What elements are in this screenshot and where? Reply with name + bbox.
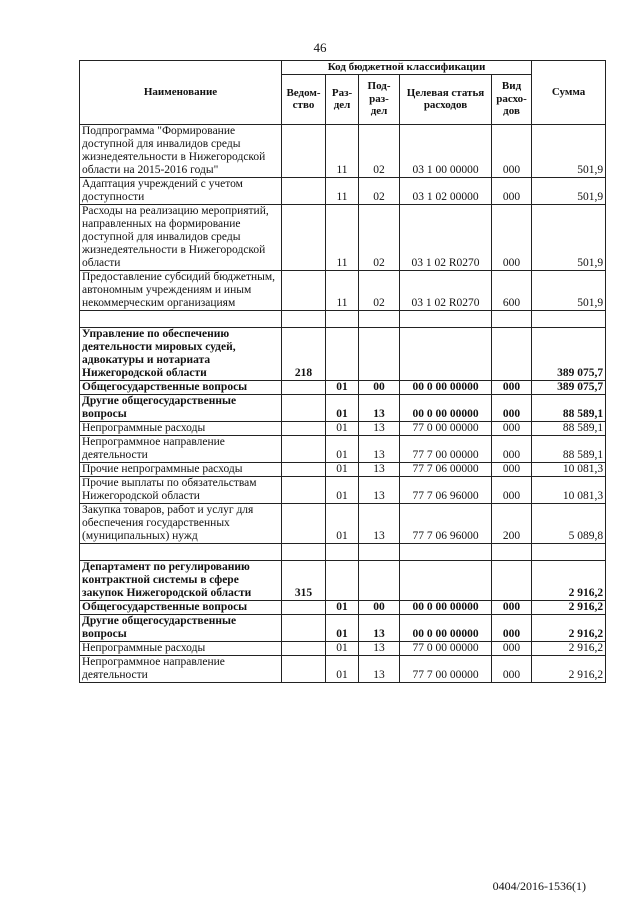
row-sum: 2 916,2 <box>532 600 606 614</box>
row-target-article <box>400 327 492 380</box>
row-podrazdel: 02 <box>359 177 400 204</box>
row-expense-type: 000 <box>492 462 532 476</box>
row-expense-type: 000 <box>492 421 532 435</box>
row-expense-type: 000 <box>492 614 532 641</box>
row-name: Закупка товаров, работ и услуг для обеспечения государственных (муниципальных) нужд <box>80 503 282 543</box>
row-expense-type: 000 <box>492 177 532 204</box>
spacer-row <box>80 310 606 327</box>
document-code: 0404/2016-1536(1) <box>492 879 586 893</box>
row-ved <box>282 124 326 177</box>
row-ved <box>282 462 326 476</box>
row-expense-type: 000 <box>492 394 532 421</box>
row-target-article: 77 7 06 96000 <box>400 476 492 503</box>
row-razdel: 01 <box>326 435 359 462</box>
row-name: Подпрограмма "Формирование доступной для инвалидов среды жизнедеятельности в Нижегородской области на 2015-2016 годы" <box>80 124 282 177</box>
row-name: Предоставление субсидий бюджетным, автономным учреждениям и иным некоммерческим организациям <box>80 270 282 310</box>
row-ved <box>282 177 326 204</box>
spacer-row <box>80 543 606 560</box>
header-sum: Сумма <box>532 61 606 125</box>
header-name: Наименование <box>80 61 282 125</box>
table-row <box>80 380 606 394</box>
row-expense-type: 000 <box>492 641 532 655</box>
row-razdel: 11 <box>326 177 359 204</box>
row-expense-type: 000 <box>492 600 532 614</box>
table-row <box>80 327 606 380</box>
row-target-article: 00 0 00 00000 <box>400 600 492 614</box>
row-razdel: 01 <box>326 655 359 682</box>
row-target-article: 77 0 00 00000 <box>400 421 492 435</box>
row-razdel <box>326 327 359 380</box>
row-podrazdel <box>359 327 400 380</box>
row-name: Расходы на реализацию мероприятий, направленных на формирование доступной для инвалидов среды жизнедеятельности в Нижегородской области <box>80 204 282 270</box>
row-name: Общегосударственные вопросы <box>80 380 282 394</box>
header-expense-type: Вид расхо-дов <box>492 74 532 124</box>
table-row <box>80 462 606 476</box>
row-expense-type: 000 <box>492 435 532 462</box>
budget-table <box>79 60 606 683</box>
row-razdel: 01 <box>326 600 359 614</box>
row-sum: 501,9 <box>532 270 606 310</box>
page-number: 46 <box>313 40 327 55</box>
row-sum: 2 916,2 <box>532 560 606 600</box>
row-target-article: 77 7 00 00000 <box>400 655 492 682</box>
row-podrazdel: 13 <box>359 641 400 655</box>
row-podrazdel: 13 <box>359 476 400 503</box>
row-expense-type <box>492 327 532 380</box>
table-row <box>80 204 606 270</box>
row-name: Непрограммное направление деятельности <box>80 435 282 462</box>
row-target-article: 00 0 00 00000 <box>400 394 492 421</box>
row-ved <box>282 204 326 270</box>
row-expense-type: 000 <box>492 655 532 682</box>
table-row <box>80 655 606 682</box>
row-ved <box>282 394 326 421</box>
row-razdel: 01 <box>326 394 359 421</box>
row-razdel: 01 <box>326 421 359 435</box>
table-row <box>80 435 606 462</box>
row-expense-type: 200 <box>492 503 532 543</box>
row-target-article: 77 7 06 96000 <box>400 503 492 543</box>
row-sum: 88 589,1 <box>532 394 606 421</box>
row-razdel: 11 <box>326 270 359 310</box>
row-target-article: 00 0 00 00000 <box>400 614 492 641</box>
row-target-article: 77 7 00 00000 <box>400 435 492 462</box>
table-row <box>80 476 606 503</box>
row-sum: 88 589,1 <box>532 435 606 462</box>
row-sum: 10 081,3 <box>532 462 606 476</box>
row-name: Непрограммное направление деятельности <box>80 655 282 682</box>
row-name: Общегосударственные вопросы <box>80 600 282 614</box>
row-podrazdel: 00 <box>359 380 400 394</box>
row-target-article: 77 0 00 00000 <box>400 641 492 655</box>
table-row <box>80 421 606 435</box>
row-expense-type: 000 <box>492 124 532 177</box>
row-sum: 389 075,7 <box>532 380 606 394</box>
row-podrazdel: 13 <box>359 394 400 421</box>
row-sum: 10 081,3 <box>532 476 606 503</box>
row-sum: 2 916,2 <box>532 614 606 641</box>
row-sum: 501,9 <box>532 124 606 177</box>
row-name: Департамент по регулированию контрактной системы в сфере закупок Нижегородской области <box>80 560 282 600</box>
row-razdel: 11 <box>326 124 359 177</box>
header-target-article: Целевая статья расходов <box>400 74 492 124</box>
row-sum: 389 075,7 <box>532 327 606 380</box>
row-razdel: 01 <box>326 614 359 641</box>
row-ved: 315 <box>282 560 326 600</box>
row-podrazdel: 00 <box>359 600 400 614</box>
row-ved: 218 <box>282 327 326 380</box>
row-ved <box>282 270 326 310</box>
row-name: Управление по обеспечению деятельности мировых судей, адвокатуры и нотариата Нижегородской области <box>80 327 282 380</box>
row-razdel <box>326 560 359 600</box>
table-row <box>80 560 606 600</box>
row-podrazdel: 13 <box>359 655 400 682</box>
header-classification-group: Код бюджетной классификации <box>282 61 532 75</box>
table-row <box>80 641 606 655</box>
row-name: Прочие выплаты по обязательствам Нижегородской области <box>80 476 282 503</box>
table-row <box>80 503 606 543</box>
row-sum: 501,9 <box>532 177 606 204</box>
row-name: Другие общегосударственные вопросы <box>80 614 282 641</box>
table-row <box>80 614 606 641</box>
table-row <box>80 600 606 614</box>
row-target-article: 03 1 02 00000 <box>400 177 492 204</box>
row-target-article: 03 1 02 R0270 <box>400 270 492 310</box>
row-sum: 88 589,1 <box>532 421 606 435</box>
row-ved <box>282 503 326 543</box>
header-razdel: Раз-дел <box>326 74 359 124</box>
row-ved <box>282 380 326 394</box>
row-ved <box>282 421 326 435</box>
header-vedomstvo: Ведом-ство <box>282 74 326 124</box>
row-target-article: 77 7 06 00000 <box>400 462 492 476</box>
table-row <box>80 177 606 204</box>
row-name: Прочие непрограммные расходы <box>80 462 282 476</box>
row-expense-type: 000 <box>492 204 532 270</box>
row-ved <box>282 641 326 655</box>
table-row <box>80 124 606 177</box>
row-sum: 2 916,2 <box>532 655 606 682</box>
row-razdel: 01 <box>326 641 359 655</box>
table-row <box>80 270 606 310</box>
row-podrazdel: 13 <box>359 462 400 476</box>
row-name: Непрограммные расходы <box>80 421 282 435</box>
row-podrazdel: 02 <box>359 124 400 177</box>
row-target-article: 03 1 02 R0270 <box>400 204 492 270</box>
row-ved <box>282 476 326 503</box>
row-razdel: 11 <box>326 204 359 270</box>
row-razdel: 01 <box>326 503 359 543</box>
table-row <box>80 394 606 421</box>
row-sum: 2 916,2 <box>532 641 606 655</box>
row-name: Адаптация учреждений с учетом доступности <box>80 177 282 204</box>
row-ved <box>282 655 326 682</box>
row-ved <box>282 435 326 462</box>
header-podrazdel: Под-раз-дел <box>359 74 400 124</box>
row-razdel: 01 <box>326 476 359 503</box>
row-name: Другие общегосударственные вопросы <box>80 394 282 421</box>
row-podrazdel: 13 <box>359 421 400 435</box>
row-razdel: 01 <box>326 380 359 394</box>
row-ved <box>282 600 326 614</box>
row-target-article <box>400 560 492 600</box>
row-podrazdel <box>359 560 400 600</box>
row-target-article: 00 0 00 00000 <box>400 380 492 394</box>
row-ved <box>282 614 326 641</box>
row-name: Непрограммные расходы <box>80 641 282 655</box>
row-podrazdel: 13 <box>359 435 400 462</box>
row-podrazdel: 13 <box>359 503 400 543</box>
row-podrazdel: 02 <box>359 270 400 310</box>
row-podrazdel: 02 <box>359 204 400 270</box>
row-sum: 5 089,8 <box>532 503 606 543</box>
row-target-article: 03 1 00 00000 <box>400 124 492 177</box>
row-podrazdel: 13 <box>359 614 400 641</box>
row-expense-type: 000 <box>492 476 532 503</box>
row-expense-type <box>492 560 532 600</box>
row-razdel: 01 <box>326 462 359 476</box>
row-expense-type: 600 <box>492 270 532 310</box>
row-sum: 501,9 <box>532 204 606 270</box>
row-expense-type: 000 <box>492 380 532 394</box>
